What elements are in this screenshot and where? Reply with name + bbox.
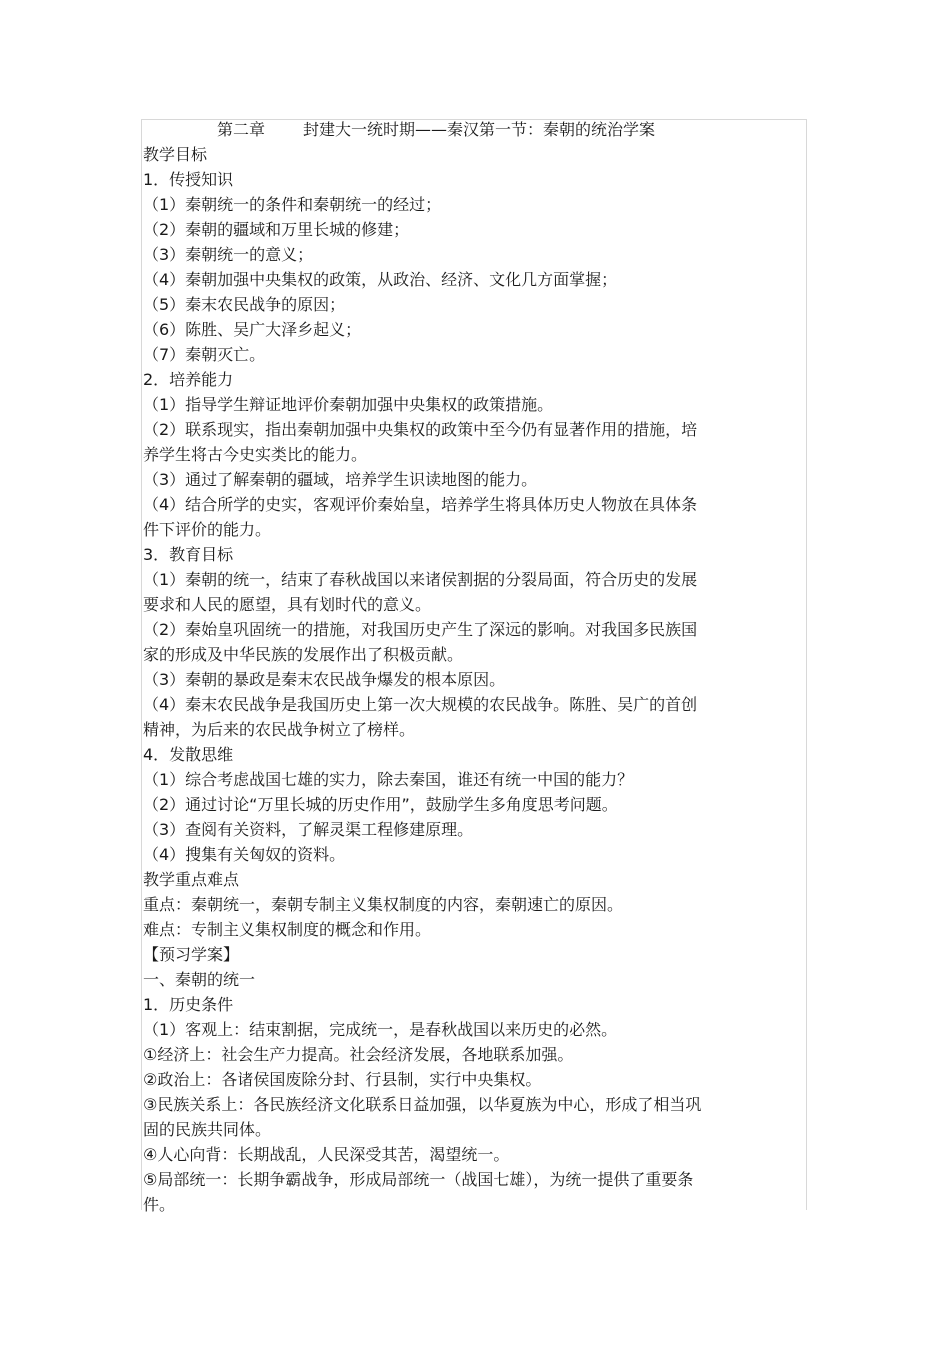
text-line: （4）秦朝加强中央集权的政策，从政治、经济、文化几方面掌握；	[143, 270, 618, 289]
text-line: ①经济上：社会生产力提高。社会经济发展，各地联系加强。	[143, 1045, 574, 1064]
text-line: 件。	[143, 1195, 176, 1214]
text-line: 难点：专制主义集权制度的概念和作用。	[143, 920, 432, 939]
document-title	[143, 117, 805, 142]
text-line: 3．教育目标	[143, 545, 234, 564]
text-line: （1）指导学生辩证地评价秦朝加强中央集权的政策措施。	[143, 395, 554, 414]
text-line: （7）秦朝灭亡。	[143, 345, 266, 364]
text-line: ②政治上：各诸侯国废除分封、行县制，实行中央集权。	[143, 1070, 542, 1089]
text-line: 家的形成及中华民族的发展作出了积极贡献。	[143, 645, 464, 664]
text-line: （5）秦末农民战争的原因；	[143, 295, 346, 314]
text-line: （1）客观上：结束割据，完成统一，是春秋战国以来历史的必然。	[143, 1020, 618, 1039]
text-line: 重点：秦朝统一，秦朝专制主义集权制度的内容，秦朝速亡的原因。	[143, 895, 624, 914]
text-line: （3）秦朝的暴政是秦末农民战争爆发的根本原因。	[143, 670, 506, 689]
text-line: （3）通过了解秦朝的疆域，培养学生识读地图的能力。	[143, 470, 538, 489]
text-line: 4．发散思维	[143, 745, 234, 764]
text-line: （1）秦朝的统一，结束了春秋战国以来诸侯割据的分裂局面，符合历史的发展	[143, 570, 698, 589]
text-line: 1．传授知识	[143, 170, 234, 189]
title-text: 封建大一统时期——秦汉第一节：秦朝的统治学案	[303, 120, 656, 139]
text-line: 要求和人民的愿望，具有划时代的意义。	[143, 595, 432, 614]
text-lines	[143, 142, 805, 1217]
text-line: 教学目标	[143, 145, 208, 164]
text-line: （2）联系现实，指出秦朝加强中央集权的政策中至今仍有显著作用的措施，培	[143, 420, 698, 439]
document-body	[143, 117, 805, 1217]
text-line: 养学生将古今史实类比的能力。	[143, 445, 368, 464]
text-line: 1．历史条件	[143, 995, 234, 1014]
text-line: 固的民族共同体。	[143, 1120, 272, 1139]
text-line: 【预习学案】	[143, 945, 240, 964]
text-line: 一、秦朝的统一	[143, 970, 256, 989]
text-line: 件下评价的能力。	[143, 520, 272, 539]
title-chapter: 第二章	[217, 120, 266, 139]
text-line: （2）秦始皇巩固统一的措施，对我国历史产生了深远的影响。对我国多民族国	[143, 620, 698, 639]
text-line: （2）秦朝的疆域和万里长城的修建；	[143, 220, 410, 239]
text-line: （1）秦朝统一的条件和秦朝统一的经过；	[143, 195, 442, 214]
text-line: 2．培养能力	[143, 370, 234, 389]
text-line: ⑤局部统一：长期争霸战争，形成局部统一（战国七雄），为统一提供了重要条	[143, 1170, 694, 1189]
text-line: ④人心向背：长期战乱，人民深受其苦，渴望统一。	[143, 1145, 510, 1164]
text-line: （3）查阅有关资料，了解灵渠工程修建原理。	[143, 820, 474, 839]
text-line: （2）通过讨论“万里长城的历史作用”，鼓励学生多角度思考问题。	[143, 795, 618, 814]
text-line: 精神，为后来的农民战争树立了榜样。	[143, 720, 416, 739]
text-line: （6）陈胜、吴广大泽乡起义；	[143, 320, 362, 339]
text-line: （4）结合所学的史实，客观评价秦始皇，培养学生将具体历史人物放在具体条	[143, 495, 698, 514]
text-line: 教学重点难点	[143, 870, 240, 889]
text-line: ③民族关系上：各民族经济文化联系日益加强，以华夏族为中心，形成了相当巩	[143, 1095, 702, 1114]
text-line: （4）搜集有关匈奴的资料。	[143, 845, 346, 864]
text-line: （3）秦朝统一的意义；	[143, 245, 314, 264]
text-line: （4）秦末农民战争是我国历史上第一次大规模的农民战争。陈胜、吴广的首创	[143, 695, 698, 714]
text-line: （1）综合考虑战国七雄的实力，除去秦国，谁还有统一中国的能力？	[143, 770, 634, 789]
